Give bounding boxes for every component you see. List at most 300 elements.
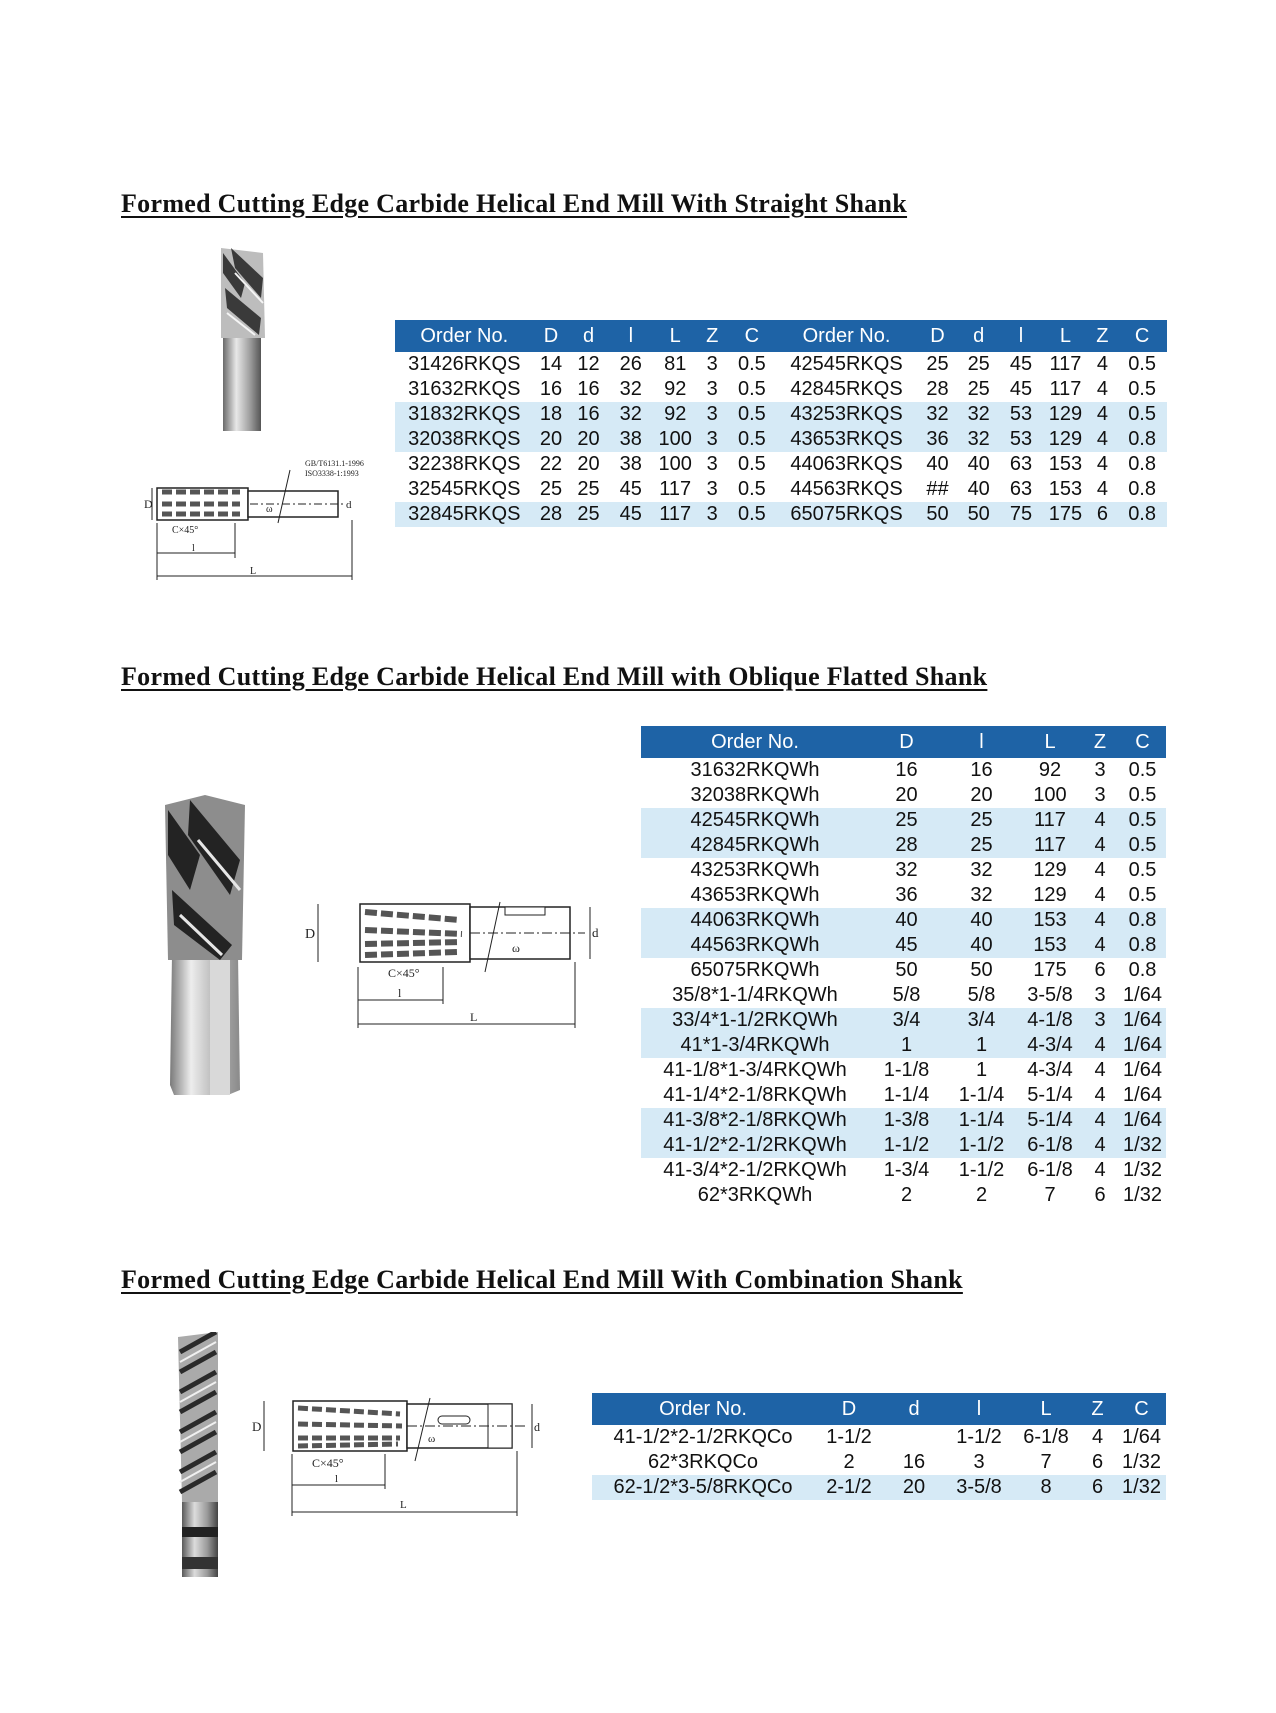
- table-cell: 5-1/4: [1027, 1084, 1073, 1106]
- table-cell: 4: [1096, 353, 1108, 375]
- table-cell: 175: [1033, 959, 1067, 981]
- table-cell: 1-1/4: [944, 1108, 1019, 1133]
- table-row: [395, 402, 1167, 427]
- section-title-straight-shank: Formed Cutting Edge Carbide Helical End Mill With Straight Shank: [121, 189, 908, 218]
- table-cell: 31632RKQWh: [690, 759, 820, 781]
- table-cell: 0.5: [1128, 784, 1157, 806]
- column-header: D: [534, 320, 569, 352]
- table-cell: 20: [568, 427, 608, 452]
- table-row: [592, 1475, 1166, 1500]
- table-cell: 2: [975, 1184, 988, 1206]
- column-header: l: [944, 1393, 1014, 1425]
- table-cell: 1/32: [1117, 1475, 1166, 1500]
- table-cell: 20: [895, 784, 918, 806]
- table-row: [641, 933, 1166, 958]
- table-cell: 4: [1088, 402, 1118, 427]
- table-cell: 92: [1038, 759, 1062, 781]
- table-cell: 0.5: [737, 453, 766, 475]
- table-cell: 117: [659, 478, 692, 500]
- table-cell: 1/64: [1123, 984, 1162, 1006]
- table-cell: 6: [1091, 1451, 1104, 1473]
- table-cell: 20: [884, 1475, 944, 1500]
- table-row: [641, 1108, 1166, 1133]
- table-cell: 41-3/8*2-1/8RKQWh: [641, 1108, 869, 1133]
- table-cell: 0.5: [737, 378, 766, 400]
- table-cell: 32: [970, 884, 993, 906]
- chamfer-label: C×45°: [172, 525, 199, 536]
- L-label: L: [250, 566, 257, 577]
- table-cell: 41-1/2*2-1/2RKQWh: [641, 1133, 869, 1158]
- table-cell: 25: [926, 353, 949, 375]
- table-row: [641, 1158, 1166, 1183]
- table-cell: 25: [869, 808, 944, 833]
- table-cell: 40: [967, 453, 990, 475]
- table-row: [395, 452, 1167, 477]
- table-cell: 44563RKQS: [790, 478, 903, 500]
- table-cell: 18: [534, 402, 569, 427]
- table-cell: 4-1/8: [1019, 1008, 1081, 1033]
- table-cell: 0.8: [1117, 502, 1167, 527]
- d-shank-label: d: [534, 1420, 540, 1434]
- table-cell: 100: [658, 453, 692, 475]
- table-cell: 6-1/8: [1027, 1159, 1073, 1181]
- table-cell: 31426RKQS: [408, 353, 521, 375]
- table-cell: 129: [1043, 402, 1087, 427]
- table-cell: 117: [1019, 833, 1081, 858]
- table-cell: 1-1/2: [869, 1133, 944, 1158]
- column-header: C: [1119, 726, 1166, 758]
- column-header: C: [1117, 1393, 1166, 1425]
- table-row: [641, 1133, 1166, 1158]
- table-cell: 40: [944, 933, 1019, 958]
- column-header: L: [1019, 726, 1081, 758]
- table-cell: 3: [706, 453, 718, 475]
- table-cell: 20: [577, 453, 600, 475]
- table-cell: 65075RKQS: [777, 502, 917, 527]
- table-cell: 0.5: [1117, 402, 1167, 427]
- spec-table-combination-shank: [592, 1393, 1166, 1500]
- table-cell: 1/64: [1119, 1108, 1166, 1133]
- column-header: d: [568, 320, 608, 352]
- table-cell: 0.5: [1128, 759, 1157, 781]
- table-cell: 25: [967, 353, 990, 375]
- table-cell: 0.5: [727, 427, 777, 452]
- table-cell: 38: [609, 427, 653, 452]
- table-cell: 41-1/8*1-3/4RKQWh: [663, 1059, 847, 1081]
- table-cell: 3-5/8: [1027, 984, 1073, 1006]
- table-cell: 28: [534, 502, 569, 527]
- table-row: [641, 783, 1166, 808]
- table-cell: 32: [970, 859, 993, 881]
- table-cell: 44063RKQS: [790, 453, 903, 475]
- table-cell: 25: [568, 502, 608, 527]
- table-cell: 25: [944, 808, 1019, 833]
- table-cell: 40: [944, 908, 1019, 933]
- table-cell: 32: [916, 402, 958, 427]
- table-cell: 2: [843, 1451, 855, 1473]
- table-cell: 100: [653, 427, 697, 452]
- table-cell: 3: [706, 353, 718, 375]
- table-cell: 43653RKQWh: [690, 884, 820, 906]
- table-row: [641, 1008, 1166, 1033]
- table-cell: ##: [926, 478, 949, 500]
- table-cell: 16: [902, 1451, 926, 1473]
- table-cell: [884, 1425, 944, 1450]
- table-cell: 41-3/4*2-1/2RKQWh: [663, 1159, 847, 1181]
- table-cell: 4: [1081, 933, 1119, 958]
- table-cell: 1-1/8: [883, 1059, 930, 1081]
- straight-shank-drawing: [140, 448, 390, 588]
- table-cell: 75: [999, 502, 1043, 527]
- table-cell: 33/4*1-1/2RKQWh: [641, 1008, 869, 1033]
- table-row: [641, 1083, 1166, 1108]
- table-cell: 3: [1094, 759, 1106, 781]
- table-cell: 6: [1078, 1475, 1117, 1500]
- table-cell: 25: [577, 478, 600, 500]
- column-header: D: [814, 1393, 884, 1425]
- table-cell: 3: [1094, 784, 1106, 806]
- omega-label: ω: [512, 941, 520, 955]
- end-mill-straight-shank-photo: [205, 243, 275, 433]
- table-cell: 16: [577, 378, 600, 400]
- table-row: [395, 477, 1167, 502]
- table-cell: 32038RKQS: [395, 427, 534, 452]
- table-cell: 53: [999, 427, 1043, 452]
- table-row: [395, 377, 1167, 402]
- table-cell: 0.5: [1119, 808, 1166, 833]
- table-row: [641, 958, 1166, 983]
- table-cell: 3: [973, 1451, 985, 1473]
- table-cell: 32: [959, 402, 999, 427]
- column-header: Z: [1088, 320, 1118, 352]
- column-header: d: [884, 1393, 944, 1425]
- table-cell: 32845RKQS: [395, 502, 534, 527]
- table-row: [641, 908, 1166, 933]
- table-cell: 36: [916, 427, 958, 452]
- table-cell: 4: [1094, 859, 1106, 881]
- table-cell: 1/64: [1119, 1008, 1166, 1033]
- L-label: L: [400, 1499, 407, 1511]
- table-cell: 117: [1049, 353, 1082, 375]
- table-cell: 4: [1081, 1108, 1119, 1133]
- table-cell: 65075RKQWh: [690, 959, 820, 981]
- omega-label: ω: [266, 504, 273, 515]
- l-label: l: [335, 1473, 339, 1485]
- table-cell: 4: [1081, 808, 1119, 833]
- table-cell: 0.8: [1119, 908, 1166, 933]
- table-cell: 1-1/2: [956, 1426, 1002, 1448]
- column-header: l: [609, 320, 653, 352]
- table-cell: 1-1/2: [958, 1159, 1005, 1181]
- table-cell: 20: [534, 427, 569, 452]
- table-cell: 1/32: [1119, 1133, 1166, 1158]
- table-cell: 16: [568, 402, 608, 427]
- table-row: [641, 1033, 1166, 1058]
- column-header: Order No.: [777, 320, 917, 352]
- table-cell: 25: [967, 378, 990, 400]
- table-cell: 1: [975, 1059, 988, 1081]
- table-cell: 0.8: [1117, 427, 1167, 452]
- column-header: Z: [697, 320, 727, 352]
- table-cell: 40: [967, 478, 990, 500]
- chamfer-label: C×45°: [388, 966, 420, 980]
- table-cell: 153: [1048, 453, 1083, 475]
- table-cell: 1/32: [1123, 1159, 1162, 1181]
- d-major-label: D: [305, 927, 316, 942]
- end-mill-oblique-flatted-shank-photo: [160, 795, 255, 1100]
- column-header: L: [1014, 1393, 1078, 1425]
- combination-shank-drawing: [250, 1386, 550, 1521]
- table-cell: 4-3/4: [1019, 1033, 1081, 1058]
- column-header: l: [944, 726, 1019, 758]
- spec-table-oblique-flatted-shank: [641, 726, 1166, 1208]
- table-cell: 32238RKQS: [408, 453, 521, 475]
- table-cell: 22: [539, 453, 563, 475]
- table-cell: 1/64: [1123, 1059, 1162, 1081]
- table-cell: 6-1/8: [1019, 1133, 1081, 1158]
- table-cell: 16: [970, 759, 993, 781]
- table-cell: 41*1-3/4RKQWh: [641, 1033, 869, 1058]
- table-cell: 62*3RKQCo: [647, 1451, 759, 1473]
- table-cell: 4: [1094, 1159, 1106, 1181]
- table-cell: 28: [926, 378, 949, 400]
- table-cell: 7: [1040, 1451, 1052, 1473]
- table-cell: 4: [1094, 884, 1106, 906]
- spec-table-straight-shank: [395, 320, 1167, 527]
- table-cell: 42545RKQWh: [641, 808, 869, 833]
- table-cell: 40: [869, 908, 944, 933]
- table-row: [395, 502, 1167, 527]
- table-cell: 5-1/4: [1019, 1108, 1081, 1133]
- table-cell: 20: [970, 784, 993, 806]
- table-cell: 38: [619, 453, 642, 475]
- table-cell: 0.5: [727, 502, 777, 527]
- table-cell: 3/4: [944, 1008, 1019, 1033]
- table-cell: 3-5/8: [944, 1475, 1014, 1500]
- table-cell: 16: [895, 759, 918, 781]
- table-cell: 45: [1009, 378, 1033, 400]
- table-cell: 32: [609, 402, 653, 427]
- table-cell: 129: [1043, 427, 1087, 452]
- table-cell: 1-3/4: [883, 1159, 930, 1181]
- table-cell: 4: [1081, 1033, 1119, 1058]
- table-cell: 3: [697, 427, 727, 452]
- table-cell: 31832RKQS: [395, 402, 534, 427]
- table-cell: 3/4: [869, 1008, 944, 1033]
- table-row: [641, 983, 1166, 1008]
- d-shank-label: d: [592, 925, 599, 940]
- table-cell: 4: [1081, 833, 1119, 858]
- table-cell: 45: [869, 933, 944, 958]
- table-cell: 1/64: [1119, 1033, 1166, 1058]
- table-cell: 0.8: [1128, 478, 1156, 500]
- column-header: L: [653, 320, 697, 352]
- table-cell: 153: [1019, 933, 1081, 958]
- table-cell: 4: [1081, 1133, 1119, 1158]
- table-cell: 5/8: [892, 984, 921, 1006]
- table-cell: 63: [1009, 453, 1033, 475]
- table-cell: 44563RKQWh: [641, 933, 869, 958]
- table-cell: 50: [916, 502, 958, 527]
- table-cell: 1: [944, 1033, 1019, 1058]
- table-cell: 41-1/2*2-1/2RKQCo: [613, 1426, 793, 1448]
- table-cell: 92: [653, 402, 697, 427]
- table-cell: 1: [869, 1033, 944, 1058]
- table-header-row: [641, 726, 1166, 758]
- table-cell: 3: [706, 478, 718, 500]
- column-header: Z: [1078, 1393, 1117, 1425]
- table-cell: 26: [619, 353, 642, 375]
- table-row: [641, 833, 1166, 858]
- table-cell: 2-1/2: [814, 1475, 884, 1500]
- table-cell: 25: [539, 478, 563, 500]
- table-cell: 35/8*1-1/4RKQWh: [672, 984, 838, 1006]
- table-cell: 1-1/2: [826, 1426, 872, 1448]
- chamfer-label: C×45°: [312, 1456, 344, 1470]
- table-cell: 4: [1096, 453, 1108, 475]
- table-cell: 32: [619, 378, 642, 400]
- standard-gb-label: GB/T6131.1-1996: [305, 459, 364, 468]
- table-row: [641, 883, 1166, 908]
- table-header-row: [395, 320, 1167, 352]
- table-cell: 0.5: [1128, 859, 1157, 881]
- table-cell: 42545RKQS: [790, 353, 903, 375]
- table-cell: 1-1/2: [944, 1133, 1019, 1158]
- table-cell: 4: [1091, 1426, 1104, 1448]
- table-cell: 44063RKQWh: [641, 908, 869, 933]
- table-cell: 45: [609, 502, 653, 527]
- table-cell: 2: [900, 1184, 913, 1206]
- column-header: Order No.: [592, 1393, 814, 1425]
- table-cell: 153: [1048, 478, 1083, 500]
- l-label: l: [192, 543, 195, 554]
- table-cell: 28: [869, 833, 944, 858]
- table-cell: 7: [1044, 1184, 1056, 1206]
- table-cell: 42845RKQS: [790, 378, 903, 400]
- table-cell: 0.8: [1119, 933, 1166, 958]
- table-cell: 4: [1088, 427, 1118, 452]
- table-cell: 31632RKQS: [408, 378, 521, 400]
- table-cell: 12: [577, 353, 600, 375]
- section-title-combination-shank: Formed Cutting Edge Carbide Helical End Mill With Combination Shank: [121, 1265, 963, 1294]
- table-row: [641, 1058, 1166, 1083]
- table-cell: 6: [1088, 502, 1118, 527]
- table-cell: 4: [1094, 1059, 1106, 1081]
- l-label: l: [398, 986, 402, 1000]
- d-major-label: D: [144, 497, 153, 511]
- table-row: [592, 1450, 1166, 1475]
- end-mill-combination-shank-photo: [170, 1332, 230, 1582]
- table-cell: 16: [539, 378, 563, 400]
- table-cell: 5/8: [967, 984, 996, 1006]
- column-header: C: [1117, 320, 1167, 352]
- table-cell: 1/64: [1122, 1426, 1161, 1448]
- table-cell: 32: [959, 427, 999, 452]
- table-cell: 4-3/4: [1027, 1059, 1073, 1081]
- column-header: Z: [1081, 726, 1119, 758]
- column-header: L: [1043, 320, 1087, 352]
- table-cell: 175: [1043, 502, 1087, 527]
- table-cell: 1/64: [1123, 1084, 1162, 1106]
- section-title-oblique-flatted-shank: Formed Cutting Edge Carbide Helical End Mill with Oblique Flatted Shank: [121, 662, 988, 691]
- table-cell: 0.5: [1119, 833, 1166, 858]
- table-cell: 117: [1049, 378, 1082, 400]
- table-cell: 0.8: [1128, 959, 1157, 981]
- table-row: [641, 858, 1166, 883]
- table-cell: 0.8: [1128, 453, 1156, 475]
- table-cell: 3: [697, 502, 727, 527]
- table-cell: 4: [1096, 378, 1108, 400]
- table-cell: 45: [1009, 353, 1033, 375]
- table-cell: 4: [1094, 1084, 1106, 1106]
- table-cell: 6: [1094, 959, 1106, 981]
- table-cell: 129: [1033, 884, 1067, 906]
- table-cell: 92: [664, 378, 687, 400]
- table-row: [592, 1425, 1166, 1450]
- table-cell: 50: [970, 959, 993, 981]
- table-cell: 43653RKQS: [777, 427, 917, 452]
- table-cell: 117: [1019, 808, 1081, 833]
- table-cell: 62*3RKQWh: [697, 1184, 813, 1206]
- table-cell: 0.5: [737, 353, 766, 375]
- table-cell: 63: [1009, 478, 1033, 500]
- column-header: l: [999, 320, 1043, 352]
- column-header: d: [959, 320, 999, 352]
- table-cell: 4: [1096, 478, 1108, 500]
- table-cell: 1/32: [1123, 1184, 1162, 1206]
- table-cell: 153: [1019, 908, 1081, 933]
- table-cell: 0.5: [1128, 378, 1156, 400]
- table-cell: 0.5: [737, 478, 766, 500]
- table-cell: 62-1/2*3-5/8RKQCo: [592, 1475, 814, 1500]
- table-cell: 81: [664, 353, 687, 375]
- table-cell: 40: [926, 453, 949, 475]
- table-cell: 3: [706, 378, 718, 400]
- table-cell: 1-1/4: [958, 1084, 1005, 1106]
- table-cell: 117: [653, 502, 697, 527]
- column-header: D: [869, 726, 944, 758]
- table-cell: 4: [1081, 908, 1119, 933]
- oblique-flatted-shank-drawing: [300, 882, 605, 1032]
- table-cell: 3: [1094, 984, 1106, 1006]
- column-header: Order No.: [395, 320, 534, 352]
- table-cell: 14: [539, 353, 563, 375]
- table-cell: 32038RKQWh: [690, 784, 820, 806]
- table-cell: 129: [1033, 859, 1067, 881]
- table-cell: 53: [999, 402, 1043, 427]
- table-row: [395, 352, 1167, 377]
- L-label: L: [470, 1010, 478, 1024]
- table-cell: 3: [1081, 1008, 1119, 1033]
- table-cell: 6-1/8: [1023, 1426, 1069, 1448]
- d-major-label: D: [252, 1419, 262, 1434]
- table-cell: 0.5: [1128, 353, 1156, 375]
- table-row: [641, 808, 1166, 833]
- table-cell: 0.5: [1128, 884, 1157, 906]
- table-cell: 1-3/8: [869, 1108, 944, 1133]
- table-cell: 50: [895, 959, 918, 981]
- table-cell: 3: [697, 402, 727, 427]
- table-cell: 32545RKQS: [408, 478, 521, 500]
- table-row: [395, 427, 1167, 452]
- table-cell: 36: [895, 884, 918, 906]
- table-cell: 43253RKQWh: [690, 859, 820, 881]
- table-cell: 50: [959, 502, 999, 527]
- table-cell: 45: [619, 478, 642, 500]
- omega-label: ω: [428, 1433, 436, 1445]
- table-row: [641, 758, 1166, 783]
- table-row: [641, 1183, 1166, 1208]
